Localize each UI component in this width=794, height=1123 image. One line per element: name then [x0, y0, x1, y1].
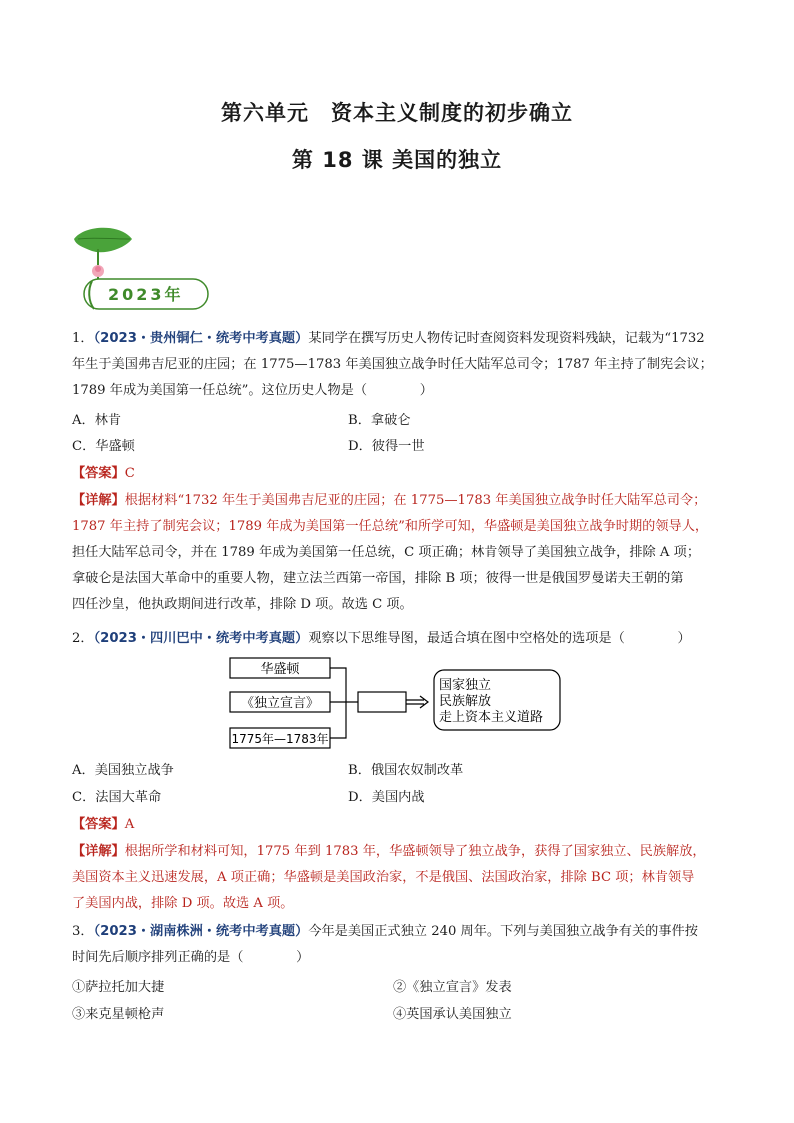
lotus-leaf-icon	[70, 225, 220, 311]
q1-option-b[interactable]: B．拿破仑	[348, 413, 411, 428]
mm-right-3: 走上资本主义道路	[439, 710, 544, 725]
lesson-title: 第 18 课 美国的独立	[291, 148, 503, 172]
q2-answer: 【答案】A	[72, 817, 135, 832]
badge-year: 2023年	[108, 285, 184, 304]
q3-item-1: ①萨拉托加大捷	[72, 980, 165, 995]
q2-detail: 【详解】根据所学和材料可知，1775 年到 1783 年，华盛顿领导了独立战争，获得了国家独立、民族解放， 美国资本主义迅速发展，A 项正确；华盛顿是美国政治家，不是俄国、法国政治家，排除 BC 项；林肯领导 了美国内战，排除 D 项。故选 A 项。	[72, 844, 706, 911]
mm-left-1: 华盛顿	[260, 662, 300, 677]
q2-option-a[interactable]: A．美国独立战争	[72, 763, 174, 778]
q1-stem: 1．（2023・贵州铜仁・统考中考真题）某同学在撰写历史人物传记时查阅资料发现资料残缺，记载为“1732 年生于美国弗吉尼亚的庄园；在 1775—1783 年美国独立战争时任大陆军总司令；1787 年主持了制宪会议； 1789 年成为美国第一任总统”。这位历史人物是（ ）	[72, 331, 713, 398]
q1-source: （2023・贵州铜仁・统考中考真题）	[93, 331, 309, 346]
q1-option-a[interactable]: A．林肯	[72, 413, 122, 428]
mm-blank-box	[358, 692, 406, 712]
q1-answer: 【答案】C	[72, 466, 135, 481]
q3-item-2: ②《独立宣言》发表	[393, 980, 512, 995]
mm-left-2: 《独立宣言》	[240, 696, 320, 711]
q2-option-c[interactable]: C．法国大革命	[72, 790, 162, 805]
q3-source: （2023・湖南株洲・统考中考真题）	[93, 924, 309, 939]
mind-map	[228, 656, 568, 752]
q1-detail: 【详解】根据材料“1732 年生于美国弗吉尼亚的庄园；在 1775—1783 年美国独立战争时任大陆军总司令； 1787 年主持了制宪会议；1789 年成为美国第一任总统”和所学可知，华盛顿是美国独立战争时期的领导人， 担任大陆军总司令，并在 1789 年成为美国第一任总统，C 项正确；林肯领导了美国独立战争，排除 A 项； 拿破仑是法国大革命中的重要人物，建立法兰西第一帝国，排除 B 项；彼得一世是俄国罗曼诺夫王朝的第 四任沙皇，他执政期间进行改革，排除 D 项。故选 C 项。	[72, 493, 709, 612]
q3-item-3: ③来克星顿枪声	[72, 1007, 165, 1022]
unit-title: 第六单元 资本主义制度的初步确立	[221, 101, 573, 125]
mm-right-1: 国家独立	[439, 678, 492, 693]
q2-option-d[interactable]: D．美国内战	[348, 790, 425, 805]
q1-option-d[interactable]: D．彼得一世	[348, 439, 425, 454]
mm-right-2: 民族解放	[439, 694, 492, 709]
double-arrow-icon	[406, 696, 428, 708]
q3-item-4: ④英国承认美国独立	[393, 1007, 512, 1022]
q2-stem: 2．（2023・四川巴中・统考中考真题）观察以下思维导图，最适合填在图中空格处的选项是（ ）	[72, 631, 691, 646]
year-badge	[70, 225, 220, 311]
mm-left-3: 1775年—1783年	[231, 732, 329, 746]
q1-option-c[interactable]: C．华盛顿	[72, 439, 135, 454]
q2-source: （2023・四川巴中・统考中考真题）	[93, 631, 309, 646]
q3-stem: 3．（2023・湖南株洲・统考中考真题）今年是美国正式独立 240 周年。下列与美国独立战争有关的事件按 时间先后顺序排列正确的是（ ）	[72, 924, 698, 965]
q2-option-b[interactable]: B．俄国农奴制改革	[348, 763, 464, 778]
